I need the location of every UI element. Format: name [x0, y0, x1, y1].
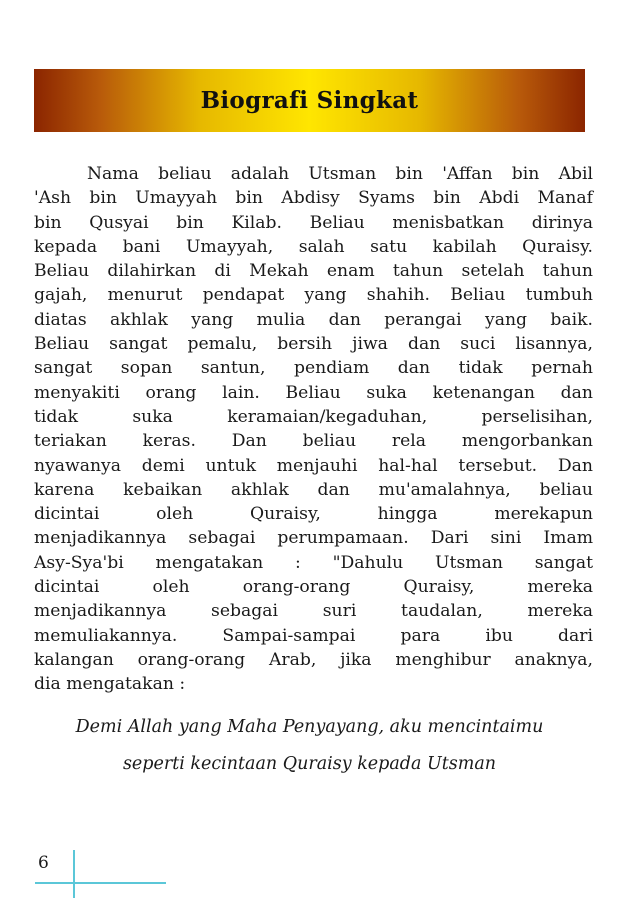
paragraph-line: sangat sopan santun, pendiam dan tidak pernah [34, 358, 593, 379]
footer-vertical-rule [73, 850, 75, 898]
footer-horizontal-rule [35, 882, 166, 884]
paragraph-line: Asy-Sya'bi mengatakan : "Dahulu Utsman sangat [34, 552, 593, 573]
paragraph-line: memuliakannya. Sampai-sampai para ibu dari [34, 625, 593, 646]
quote-line: seperti kecintaan Quraisy kepada Utsman [122, 754, 497, 774]
paragraph-line: menyakiti orang lain. Beliau suka ketenangan dan [34, 382, 593, 403]
paragraph-line: kepada bani Umayyah, salah satu kabilah Quraisy. [34, 236, 593, 257]
paragraph-line: Nama beliau adalah Utsman bin 'Affan bin Abil [87, 164, 593, 184]
page-number: 6 [38, 853, 49, 873]
paragraph-line: tidak suka keramaian/kegaduhan, perselisihan, [34, 406, 593, 427]
paragraph-line: bin Qusyai bin Kilab. Beliau menisbatkan dirinya [34, 212, 593, 233]
paragraph-line: nyawanya demi untuk menjauhi hal-hal tersebut. Dan [34, 455, 593, 476]
paragraph-line: teriakan keras. Dan beliau rela mengorbankan [34, 431, 593, 452]
biography-paragraph [34, 162, 593, 697]
paragraph-line: dicintai oleh Quraisy, hingga merekapun [34, 504, 593, 525]
paragraph-line: kalangan orang-orang Arab, jika menghibur anaknya, [34, 649, 593, 670]
paragraph-line: menjadikannya sebagai perumpamaan. Dari sini Imam [34, 528, 593, 549]
paragraph-line: 'Ash bin Umayyah bin Abdisy Syams bin Abdi Manaf [34, 188, 593, 209]
paragraph-line: karena kebaikan akhlak dan mu'amalahnya, beliau [34, 479, 593, 500]
paragraph-line: dia mengatakan : [34, 674, 186, 695]
paragraph-line: Beliau sangat pemalu, bersih jiwa dan suci lisannya, [34, 334, 593, 355]
paragraph-line: menjadikannya sebagai suri taudalan, mereka [34, 601, 593, 622]
quote-line: Demi Allah yang Maha Penyayang, aku mencintaimu [75, 717, 544, 737]
title-banner [34, 69, 585, 132]
page-title: Biografi Singkat [200, 87, 419, 114]
paragraph-line: diatas akhlak yang mulia dan perangai yang baik. [34, 309, 593, 330]
paragraph-line: dicintai oleh orang-orang Quraisy, mereka [34, 577, 593, 598]
paragraph-line: Beliau dilahirkan di Mekah enam tahun setelah tahun [34, 261, 593, 282]
paragraph-line: gajah, menurut pendapat yang shahih. Beliau tumbuh [34, 285, 593, 306]
